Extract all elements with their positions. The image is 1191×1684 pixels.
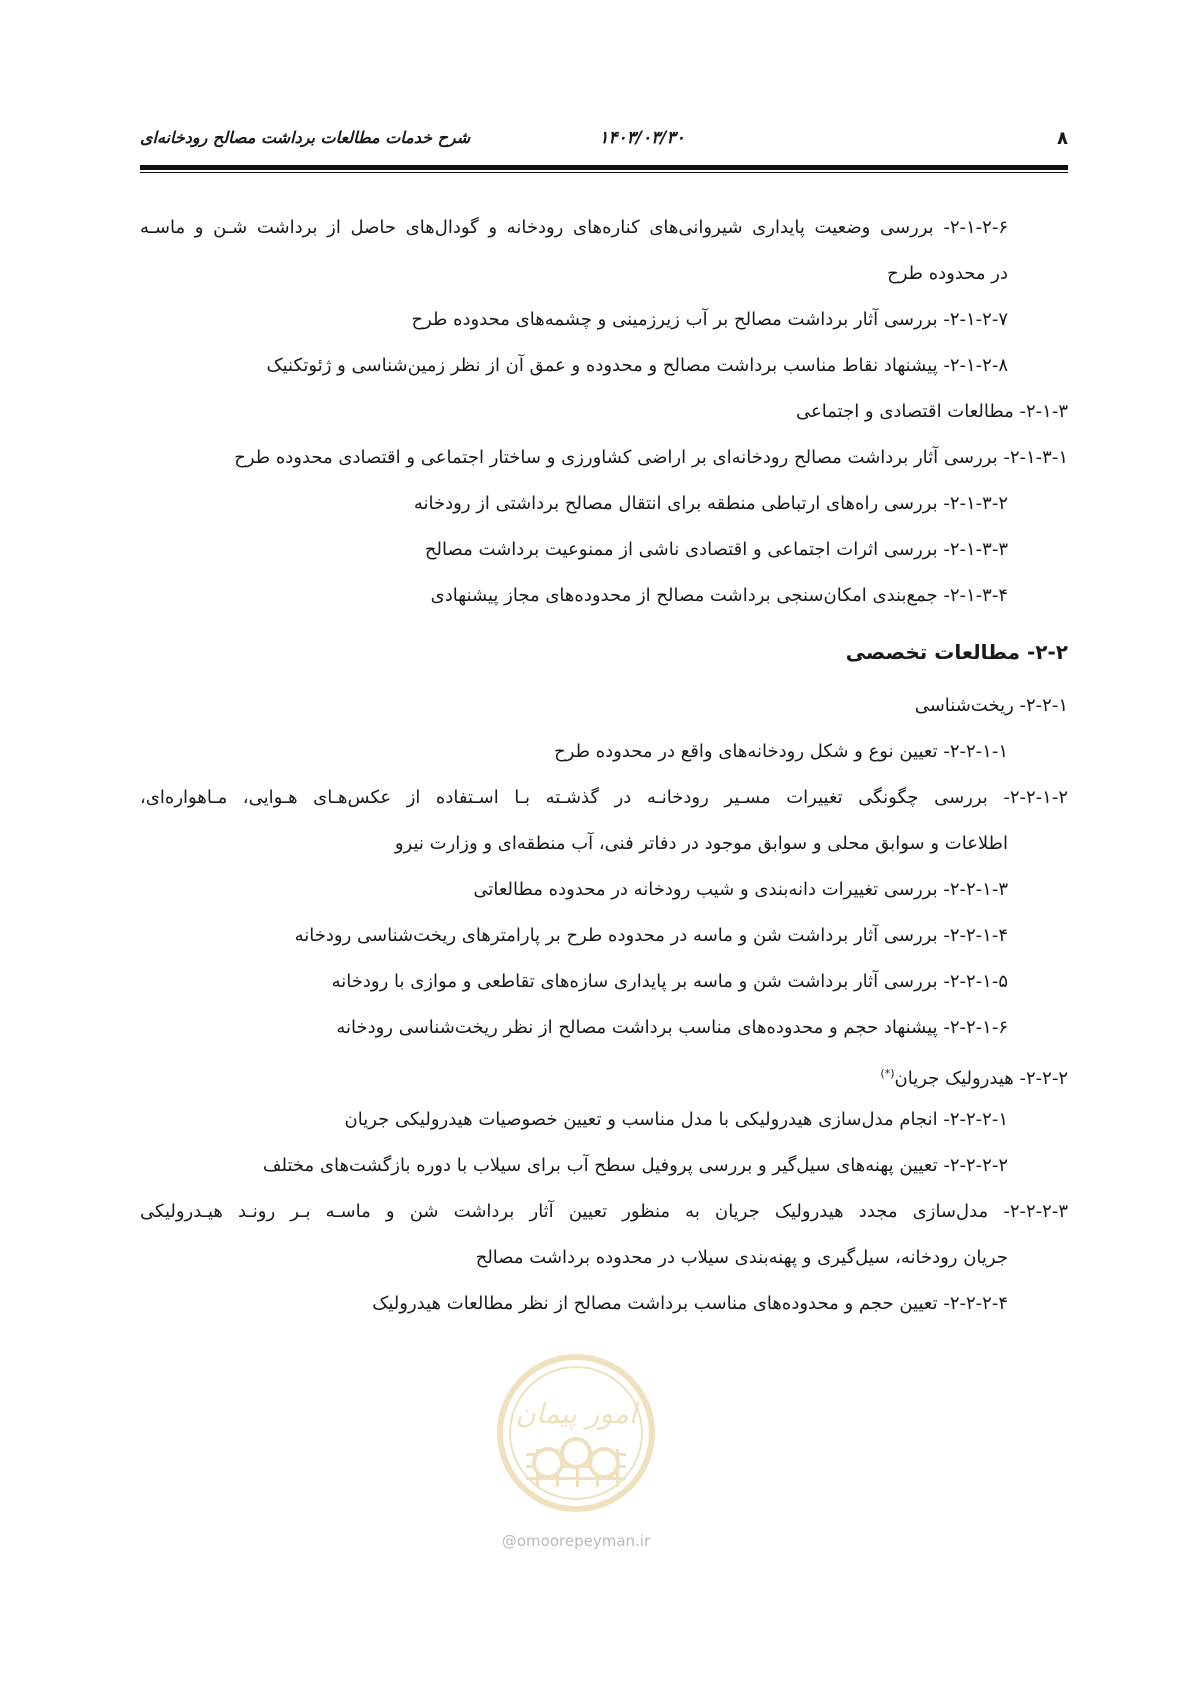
page-number: ۸ — [1057, 128, 1068, 149]
list-item: ۲-۲-۲-۴- تعیین حجم و محدوده‌های مناسب برداشت مصالح از نظر مطالعات هیدرولیک — [372, 1293, 1008, 1314]
list-item-continuation: اطلاعات و سوابق محلی و سوابق موجود در دفاتر فنی، آب منطقه‌ای و وزارت نیرو — [394, 833, 1008, 854]
svg-text:امور پیمان: امور پیمان — [515, 1397, 637, 1430]
list-item: ۲-۱-۲-۶- بررسی وضعیت پایداری شیروانی‌های کناره‌های رودخانه و گودال‌های حاصل از برداشت شـن و ماسـه — [140, 217, 1008, 238]
list-item: ۲-۲-۱-۴- بررسی آثار برداشت شن و ماسه در محدوده طرح بر پارامترهای ریخت‌شناسی رودخانه — [294, 925, 1008, 946]
list-item: ۲-۲-۱-۵- بررسی آثار برداشت شن و ماسه بر پایداری سازه‌های تقاطعی و موازی با رودخانه — [331, 971, 1008, 992]
page-header — [140, 128, 1068, 162]
list-item: ۲-۱-۳-۱- بررسی آثار برداشت مصالح رودخانه‌ای بر اراضی کشاورزی و ساختار اجتماعی و اقتصادی محدوده طرح — [234, 447, 1068, 468]
list-item: ۲-۱-۳-۲- بررسی راه‌های ارتباطی منطقه برای انتقال مصالح برداشتی از رودخانه — [413, 493, 1008, 514]
header-rule-thin — [140, 172, 1068, 173]
subsection-heading: ۲-۲-۱- ریخت‌شناسی — [914, 695, 1068, 716]
subsection-heading: ۲-۱-۳- مطالعات اقتصادی و اجتماعی — [796, 401, 1068, 422]
list-item: ۲-۱-۲-۷- بررسی آثار برداشت مصالح بر آب زیرزمینی و چشمه‌های محدوده طرح — [411, 309, 1008, 330]
list-item: ۲-۱-۳-۴- جمع‌بندی امکان‌سنجی برداشت مصالح از محدوده‌های مجاز پیشنهادی — [430, 585, 1008, 606]
header-date: ۱۴۰۳/۰۳/۳۰ — [599, 128, 685, 148]
list-item: ۲-۱-۳-۳- بررسی اثرات اجتماعی و اقتصادی ناشی از ممنوعیت برداشت مصالح — [424, 539, 1008, 560]
page-body — [140, 205, 1068, 1327]
list-item: ۲-۲-۱-۱- تعیین نوع و شکل رودخانه‌های واقع در محدوده طرح — [554, 741, 1008, 762]
list-item: ۲-۲-۱-۲- بررسی چگونگی تغییرات مسـیر رودخانـه در گذشـته بـا اسـتفاده از عکس‌هـای هـوایی، مـاهواره‌ای، — [140, 787, 1068, 808]
list-item-continuation: جریان رودخانه، سیل‌گیری و پهنه‌بندی سیلاب در محدوده برداشت مصالح — [475, 1247, 1008, 1268]
list-item: ۲-۲-۱-۳- بررسی تغییرات دانه‌بندی و شیب رودخانه در محدوده مطالعاتی — [473, 879, 1008, 900]
header-title: شرح خدمات مطالعات برداشت مصالح رودخانه‌ای — [140, 128, 471, 147]
subsection-heading-text: ۲-۲-۲- هیدرولیک جریان — [894, 1068, 1068, 1089]
list-item: ۲-۲-۱-۶- پیشنهاد حجم و محدوده‌های مناسب برداشت مصالح از نظر ریخت‌شناسی رودخانه — [336, 1017, 1008, 1038]
list-item: ۲-۲-۲-۳- مدل‌سازی مجدد هیدرولیک جریان به منظور تعیین آثار برداشت شن و ماسـه بـر رونـد هیـدرولیکی — [140, 1201, 1068, 1222]
watermark-url: @omoorepeyman.ir — [501, 1532, 651, 1550]
section-heading: ۲-۲- مطالعات تخصصی — [845, 640, 1068, 664]
subsection-heading — [140, 1051, 1068, 1097]
list-item: ۲-۱-۲-۸- پیشنهاد نقاط مناسب برداشت مصالح و محدوده و عمق آن از نظر زمین‌شناسی و ژئوتکنیک — [266, 355, 1008, 376]
header-rule-thick — [140, 165, 1068, 170]
footnote-marker: (*) — [880, 1067, 895, 1080]
watermark-logo — [496, 1353, 656, 1513]
list-item-continuation: در محدوده طرح — [887, 263, 1008, 284]
list-item: ۲-۲-۲-۲- تعیین پهنه‌های سیل‌گیر و بررسی پروفیل سطح آب برای سیلاب با دوره بازگشت‌های مختلف — [262, 1155, 1008, 1176]
list-item: ۲-۲-۲-۱- انجام مدل‌سازی هیدرولیکی با مدل مناسب و تعیین خصوصیات هیدرولیکی جریان — [344, 1109, 1008, 1130]
